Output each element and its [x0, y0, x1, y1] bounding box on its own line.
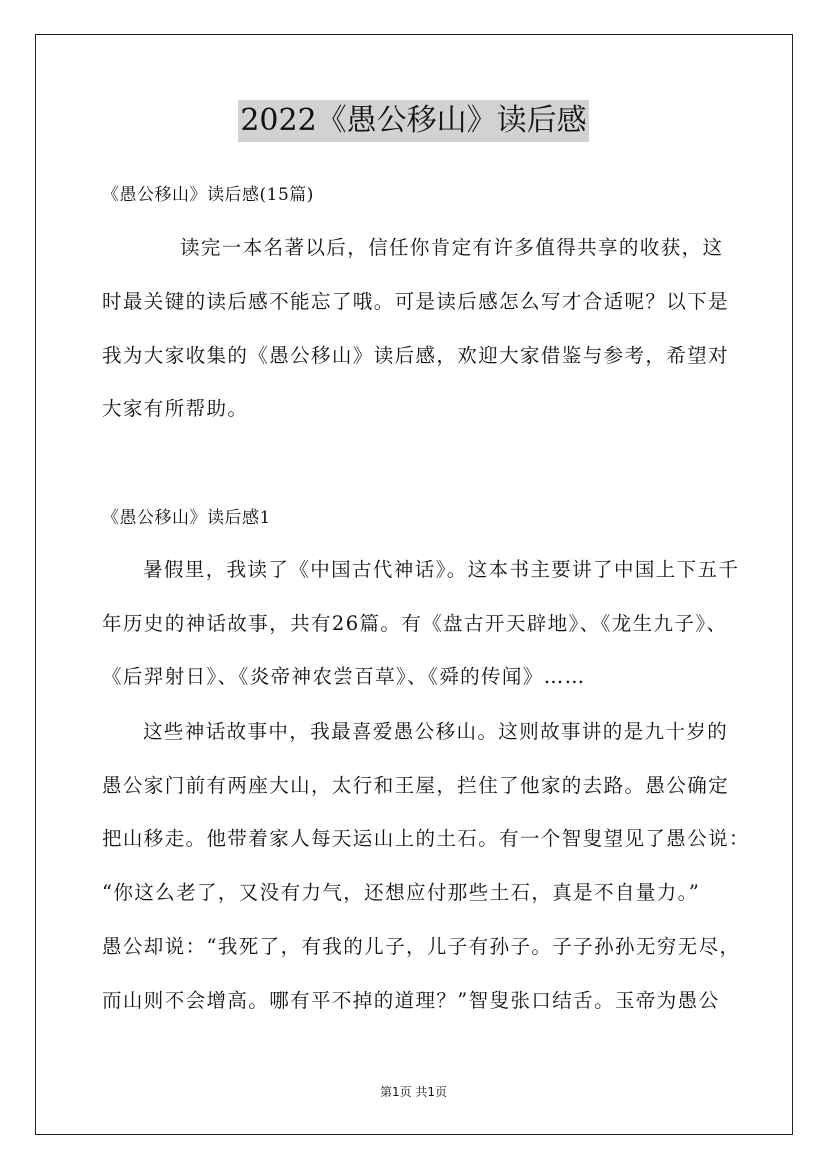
- intro-line: 时最关键的读后感不能忘了哦。可是读后感怎么写才合适呢？以下是: [102, 290, 730, 313]
- section-heading: 《愚公移山》读后感1: [102, 508, 271, 528]
- intro-line: 大家有所帮助。: [102, 397, 249, 420]
- body-line: 《后羿射日》、《炎帝神农尝百草》、《舜的传闻》……: [102, 665, 586, 688]
- body-line: 暑假里，我读了《中国古代神话》。这本书主要讲了中国上下五千: [143, 558, 740, 581]
- page-footer: 第1页 共1页: [379, 1085, 448, 1099]
- body-line: 愚公却说：“我死了，有我的儿子，儿子有孙子。子子孙孙无穷无尽，: [102, 935, 741, 958]
- body-line: 而山则不会增高。哪有平不掉的道理？”智叟张口结舌。玉帝为愚公: [102, 989, 720, 1012]
- body-line: “你这么老了，又没有力气，还想应付那些土石，真是不自量力。”: [102, 881, 701, 904]
- intro-line: 读完一本名著以后，信任你肯定有许多值得共享的收获，这: [180, 236, 724, 259]
- body-line: 年历史的神话故事，共有26篇。有《盘古开天辟地》、《龙生九子》、: [102, 612, 728, 635]
- intro-line: 我为大家收集的《愚公移山》读后感，欢迎大家借鉴与参考，希望对: [102, 344, 730, 367]
- body-line: 把山移走。他带着家人每天运山上的土石。有一个智叟望见了愚公说：: [102, 827, 750, 850]
- body-line: 这些神话故事中，我最喜爱愚公移山。这则故事讲的是九十岁的: [143, 720, 729, 743]
- document-title: 2022《愚公移山》读后感: [238, 100, 588, 142]
- title-wrap: [0, 100, 827, 142]
- document-subtitle: 《愚公移山》读后感(15篇): [102, 185, 314, 205]
- body-line: 愚公家门前有两座大山，太行和王屋，拦住了他家的去路。愚公确定: [102, 774, 730, 797]
